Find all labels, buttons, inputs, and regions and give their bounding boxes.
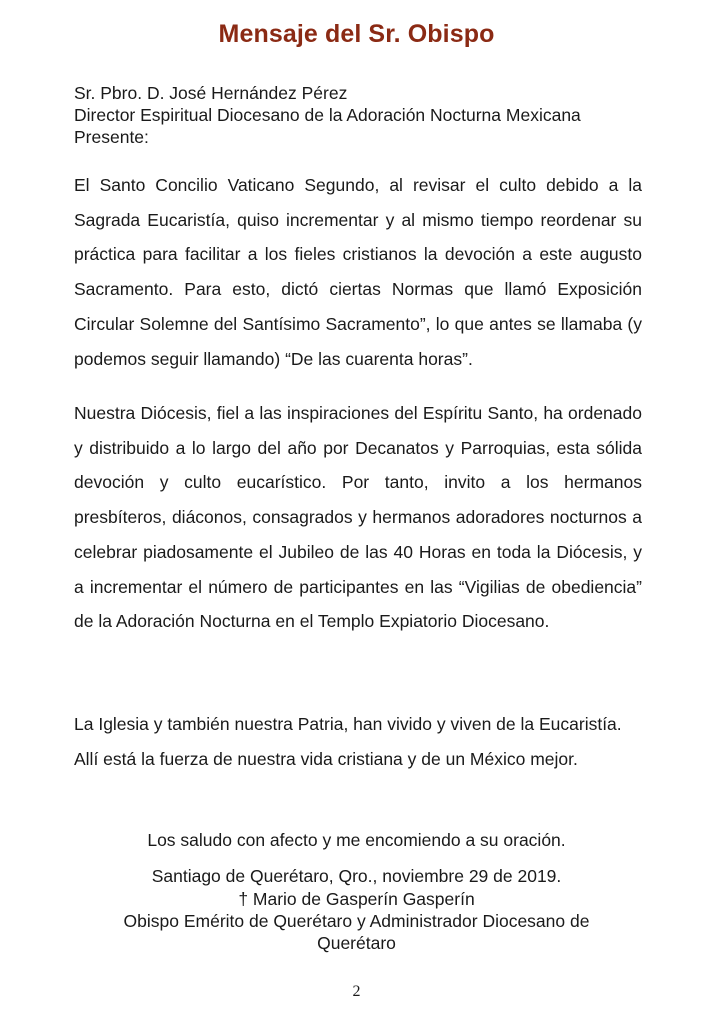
closing-greeting: Los saludo con afecto y me encomiendo a su oración. [147, 830, 566, 850]
addressee-salutation: Presente: [74, 127, 149, 147]
signatory-role-line-2: Querétaro [317, 933, 396, 953]
signatory-name: † Mario de Gasperín Gasperín [238, 889, 475, 909]
paragraph-3-line-2: Allí está la fuerza de nuestra vida cristiana y de un México mejor. [74, 748, 578, 769]
signature-block [0, 888, 713, 954]
place-and-date: Santiago de Querétaro, Qro., noviembre 29 de 2019. [151, 866, 562, 886]
page-number: 2 [352, 983, 361, 1000]
addressee-block [74, 82, 674, 148]
paragraph-3-line-1: La Iglesia y también nuestra Patria, han vivido y viven de la Eucaristía. [74, 714, 622, 734]
page-title: Mensaje del Sr. Obispo [218, 20, 495, 48]
paragraph-3 [74, 707, 642, 776]
closing-block [0, 822, 713, 894]
addressee-name: Sr. Pbro. D. José Hernández Pérez [74, 83, 348, 103]
addressee-role: Director Espiritual Diocesano de la Adoración Nocturna Mexicana [74, 105, 581, 125]
paragraph-1: El Santo Concilio Vaticano Segundo, al revisar el culto debido a la Sagrada Eucaristía, quiso incrementar y al mismo tiempo reordenar su práctica para facilitar a los fieles cristianos la devoción a este augusto Sacramento. Para esto, dictó ciertas Normas que llamó Exposición Circular Solemne del Santísimo Sacramento”, lo que antes se llamaba (y podemos seguir llamando) “De las cuarenta horas”. [74, 175, 642, 369]
paragraph-2: Nuestra Diócesis, fiel a las inspiraciones del Espíritu Santo, ha ordenado y distribuido a lo largo del año por Decanatos y Parroquias, esta sólida devoción y culto eucarístico. Por tanto, invito a los hermanos presbíteros, diáconos, consagrados y hermanos adoradores nocturnos a celebrar piadosamente el Jubileo de las 40 Horas en toda la Diócesis, y a incrementar el número de participantes en las “Vigilias de obediencia” de la Adoración Nocturna en el Templo Expiatorio Diocesano. [74, 403, 642, 632]
signatory-role-line-1: Obispo Emérito de Querétaro y Administrador Diocesano de [123, 911, 590, 931]
